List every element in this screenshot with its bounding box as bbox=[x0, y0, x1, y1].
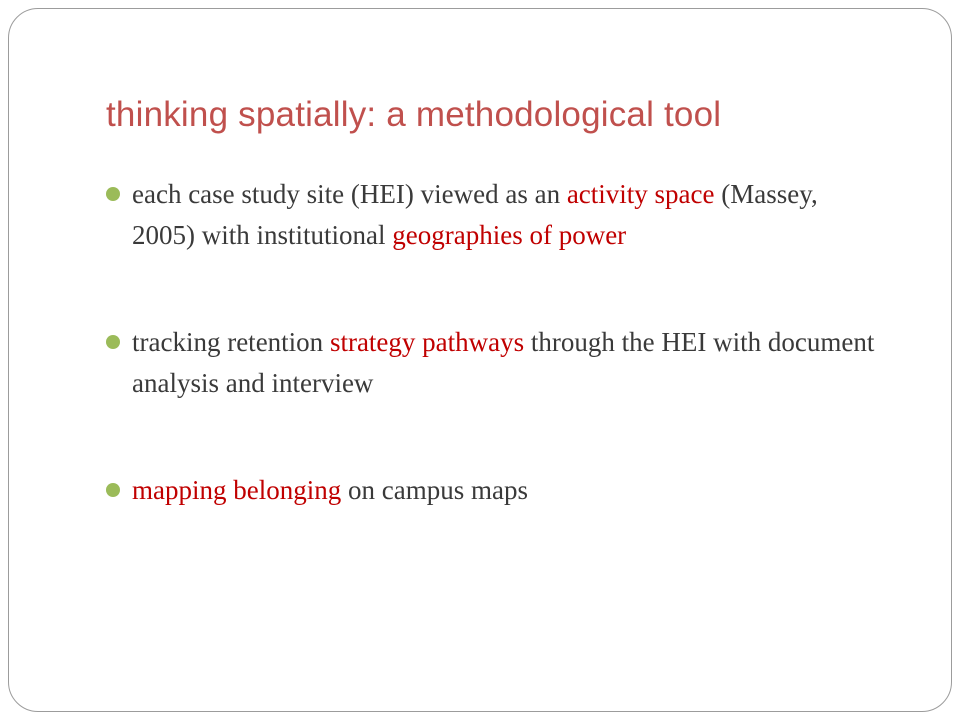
bullet-item bbox=[106, 322, 886, 404]
slide-title: thinking spatially: a methodological tool bbox=[106, 95, 722, 134]
bullet-item bbox=[106, 174, 886, 256]
bullet-text-segment: each case study site (HEI) viewed as an bbox=[132, 179, 567, 209]
bullet-text-segment: (Massey, 2005) with institutional bbox=[132, 179, 818, 250]
bullet-text-segment: through the HEI with document analysis and interview bbox=[132, 327, 875, 398]
highlighted-term: strategy pathways bbox=[329, 327, 525, 357]
bullet-dot-icon bbox=[106, 335, 120, 349]
highlighted-term: geographies of power bbox=[392, 220, 627, 250]
bullet-item bbox=[106, 470, 886, 511]
bullet-text-segment: on campus maps bbox=[341, 475, 528, 505]
highlighted-term: activity space bbox=[566, 179, 715, 209]
bullet-list bbox=[106, 174, 886, 511]
bullet-dot-icon bbox=[106, 187, 120, 201]
highlighted-term: mapping belonging bbox=[132, 475, 342, 505]
bullet-dot-icon bbox=[106, 483, 120, 497]
bullet-text-segment: tracking retention bbox=[132, 327, 330, 357]
